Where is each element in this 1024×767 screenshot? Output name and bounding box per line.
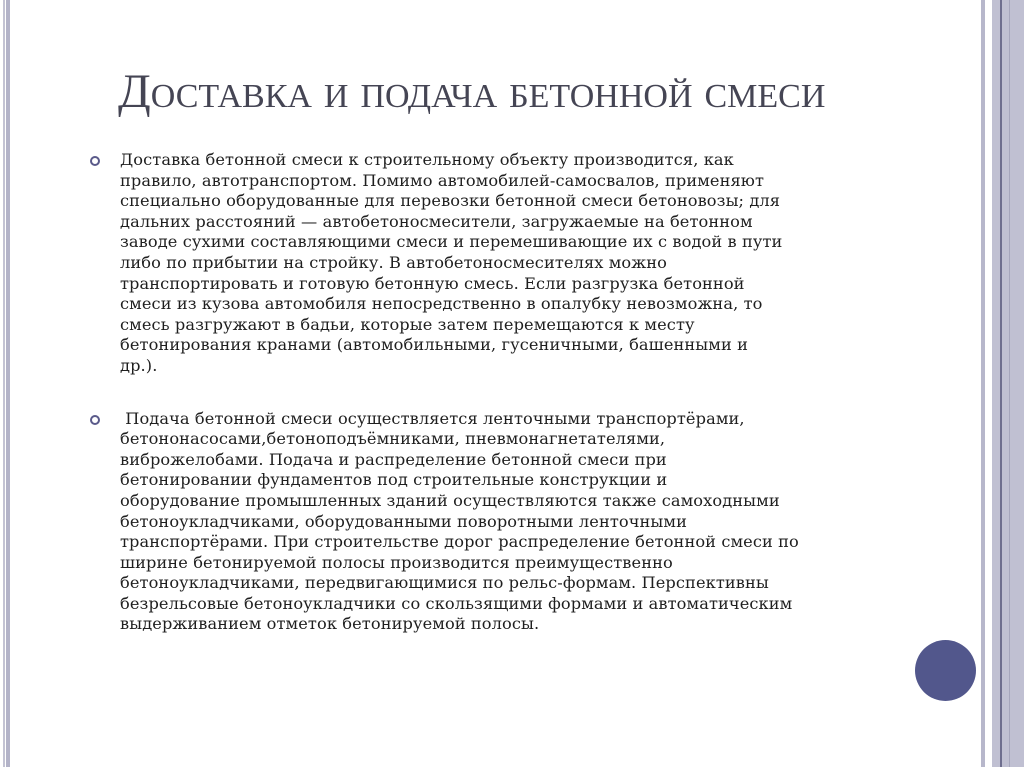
text-line: бетоноукладчиками, оборудованными поворотными ленточными <box>120 511 687 531</box>
right-border-dark-line <box>1000 0 1002 767</box>
text-line: бетонирования кранами (автомобильными, гусеничными, башенными и <box>120 335 748 355</box>
text-line: ширине бетонируемой полосы производится преимущественно <box>120 552 673 572</box>
bullet-item-delivery <box>88 150 908 377</box>
text-line: смесь разгружают в бадьи, которые затем перемещаются к месту <box>120 314 695 334</box>
text-line: транспортировать и готовую бетонную смесь. Если разгрузка бетонной <box>120 273 745 293</box>
text-line: оборудование промышленных зданий осуществляются также самоходными <box>120 490 780 510</box>
text-line: Доставка бетонной смеси к строительному объекту производится, как <box>120 150 734 169</box>
text-line: специально оборудованные для перевозки бетонной смеси бетоновозы; для <box>120 191 781 211</box>
bullet-text-supply <box>120 409 908 636</box>
right-border-stripe-thin <box>981 0 985 767</box>
text-line: др.). <box>120 355 158 375</box>
text-line: безрельсовые бетоноукладчики со скользящими формами и автоматическим <box>120 593 793 613</box>
text-line: Подача бетонной смеси осуществляется ленточными транспортёрами, <box>120 408 745 428</box>
text-line: правило, автотранспортом. Помимо автомобилей-самосвалов, применяют <box>120 170 765 190</box>
right-border-band <box>992 0 1024 767</box>
text-line: смеси из кузова автомобиля непосредственно в опалубку невозможна, то <box>120 294 763 314</box>
text-line: заводе сухими составляющими смеси и перемешивающие их с водой в пути <box>120 232 783 252</box>
text-line: выдерживанием отметок бетонируемой полосы. <box>120 614 540 634</box>
slide-title: Доставка и подача бетонной смеси <box>118 65 826 118</box>
filled-circle-decoration-icon <box>915 640 976 701</box>
text-line: транспортёрами. При строительстве дорог распределение бетонной смеси по <box>120 532 799 552</box>
left-border-stripe-thin <box>3 0 5 767</box>
text-line: дальних расстояний — автобетоносмесители, загружаемые на бетонном <box>120 211 753 231</box>
text-line: бетононасосами,бетоноподъёмниками, пневмонагнетателями, <box>120 429 666 449</box>
text-line: бетоноукладчиками, передвигающимися по рельс-формам. Перспективны <box>120 573 769 593</box>
text-line: виброжелобами. Подача и распределение бетонной смеси при <box>120 449 667 469</box>
bullet-list <box>88 150 908 667</box>
left-border-stripe-thick <box>6 0 10 767</box>
right-border-mid-line <box>1009 0 1010 767</box>
bullet-text-delivery <box>120 150 908 377</box>
bullet-item-supply <box>88 409 908 636</box>
hollow-circle-bullet-icon <box>90 156 100 166</box>
hollow-circle-bullet-icon <box>90 415 100 425</box>
text-line: либо по прибытии на стройку. В автобетоносмесителях можно <box>120 252 668 272</box>
text-line: бетонировании фундаментов под строительные конструкции и <box>120 470 668 490</box>
